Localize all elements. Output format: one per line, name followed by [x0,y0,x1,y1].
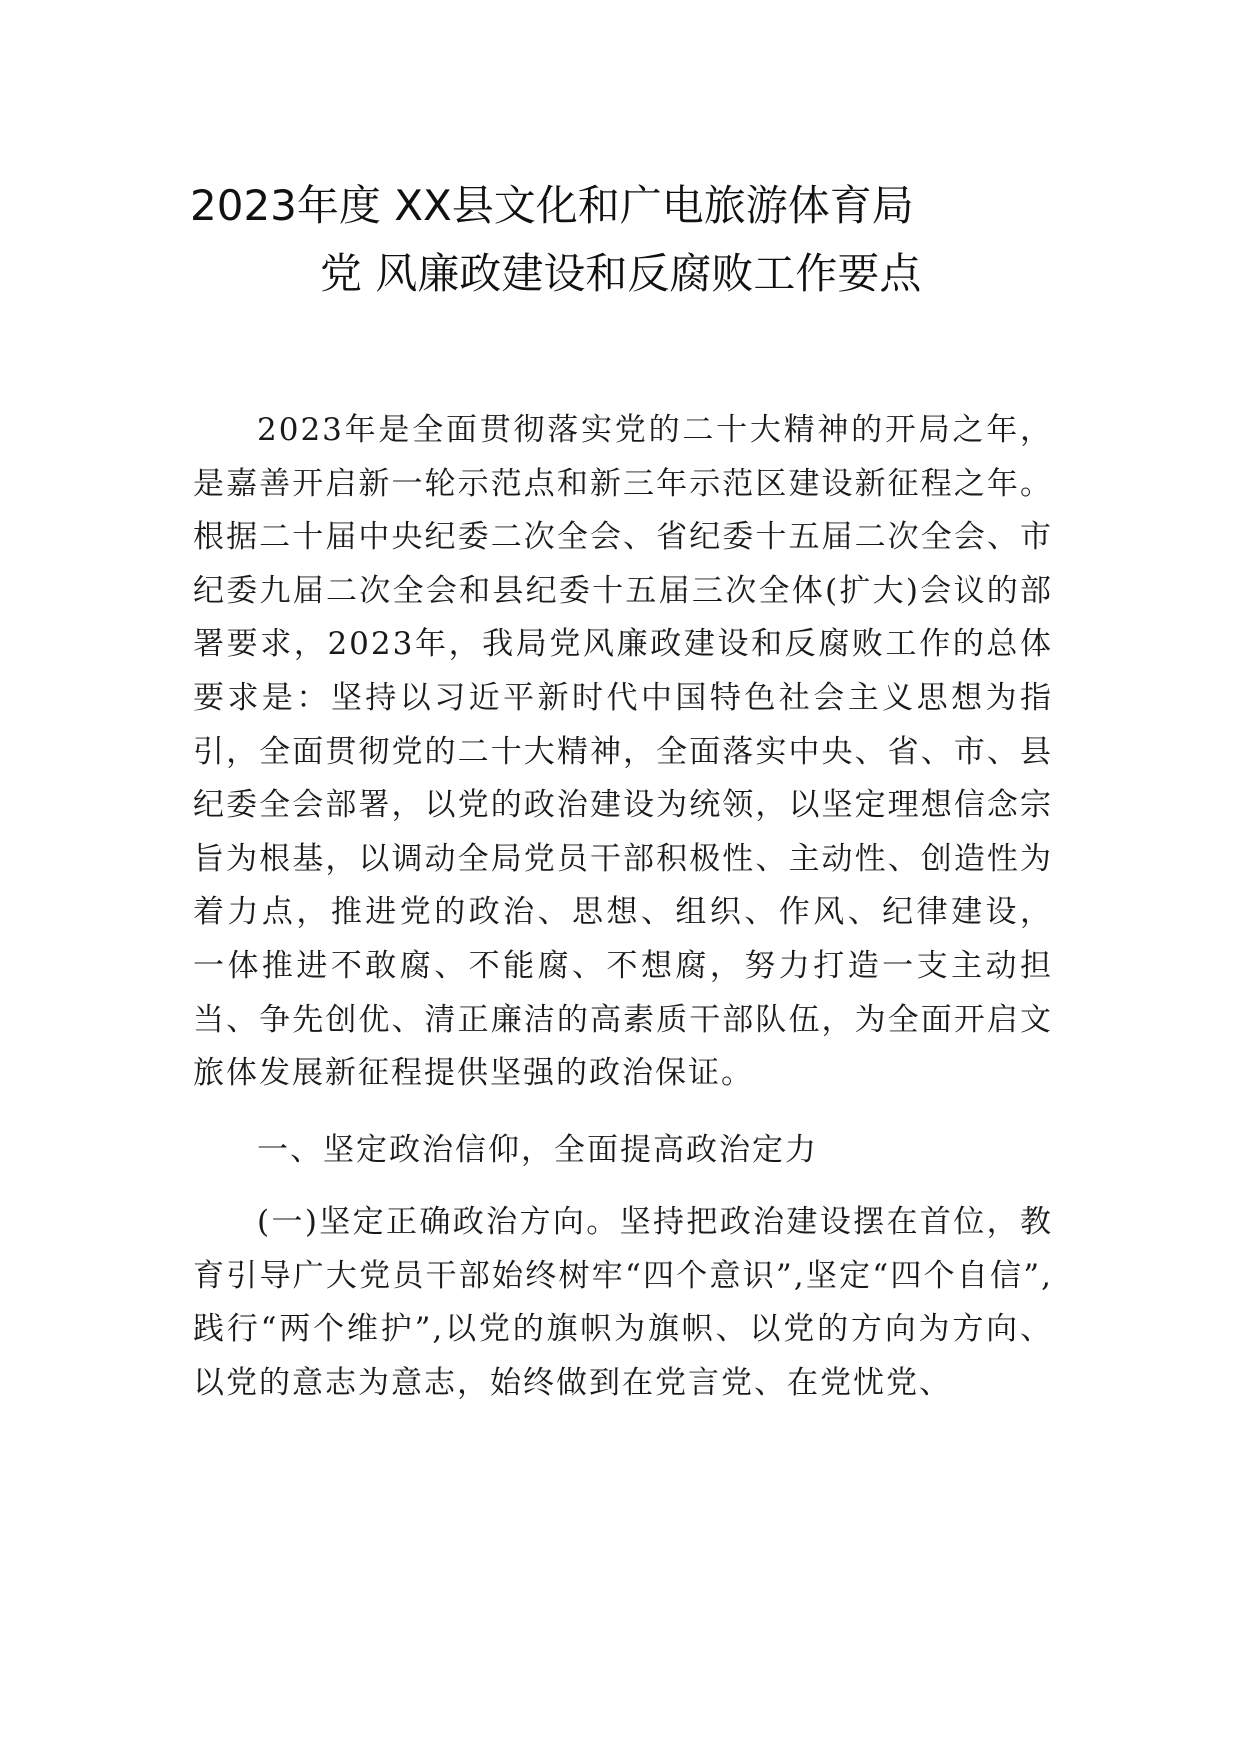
document-title-line-2: 党 风廉政建设和反腐败工作要点 [320,249,922,298]
section-1-paragraph-1: (一)坚定正确政治方向。坚持把政治建设摆在首位，教育引导广大党员干部始终树牢“四个意识”,坚定“四个自信”,践行“两个维护”,以党的旗帜为旗帜、以党的方向为方向、以党的意志为意志，始终做到在党言党、在党忧党、 [193,1204,1053,1401]
document-title-line-1: 2023年度 XX县文化和广电旅游体育局 [190,181,914,230]
intro-paragraph: 2023年是全面贯彻落实党的二十大精神的开局之年，是嘉善开启新一轮示范点和新三年示范区建设新征程之年。根据二十届中央纪委二次全会、省纪委十五届二次全会、市纪委九届二次全会和县纪委十五届三次全体(扩大)会议的部署要求，2023年，我局党风廉政建设和反腐败工作的总体要求是：坚持以习近平新时代中国特色社会主义思想为指引，全面贯彻党的二十大精神，全面落实中央、省、市、县纪委全会部署，以党的政治建设为统领，以坚定理想信念宗旨为根基，以调动全局党员干部积极性、主动性、创造性为着力点，推进党的政治、思想、组织、作风、纪律建设， 一体推进不敢腐、不能腐、不想腐，努力打造一支主动担当、争先创优、清正廉洁的高素质干部队伍，为全面开启文旅体发展新征程提供坚强的政治保证。 [193,412,1053,1092]
section-heading-1: 一、坚定政治信仰，全面提高政治定力 [257,1132,818,1168]
